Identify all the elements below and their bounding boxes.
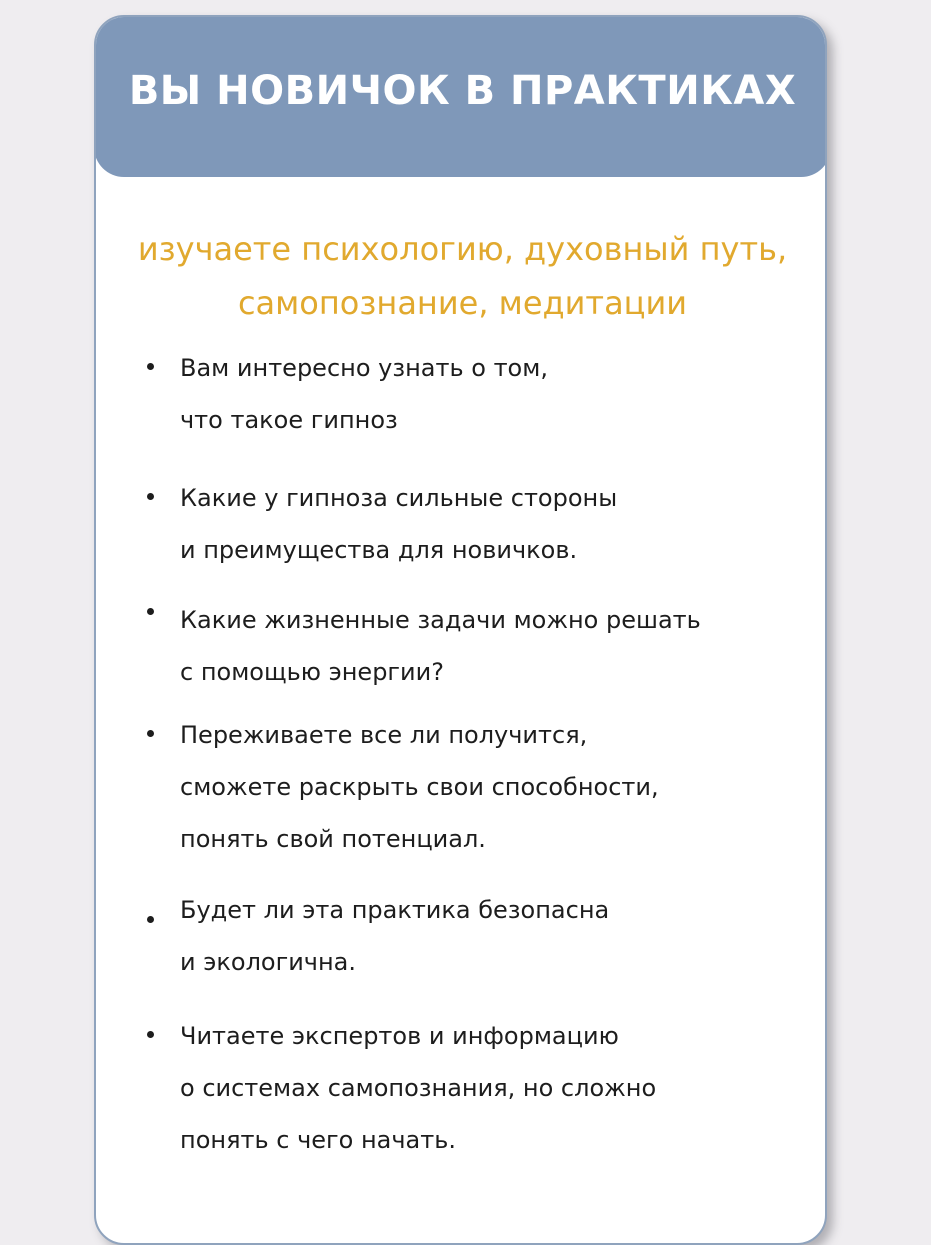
list-item-line: о системах самопознания, но сложно bbox=[180, 1074, 657, 1102]
list-item-line: Читаете экспертов и информацию bbox=[180, 1022, 619, 1050]
bullet-list bbox=[96, 17, 827, 1243]
bullet-icon bbox=[147, 608, 154, 615]
bullet-icon bbox=[147, 916, 154, 923]
card-title: ВЫ НОВИЧОК В ПРАКТИКАХ bbox=[128, 68, 797, 114]
list-item-line: что такое гипноз bbox=[180, 406, 398, 434]
list-item-line: понять свой потенциал. bbox=[180, 825, 486, 853]
list-item-line: и преимущества для новичков. bbox=[180, 536, 578, 564]
bullet-icon bbox=[147, 363, 154, 370]
list-item-line: и экологична. bbox=[180, 948, 357, 976]
bullet-icon bbox=[147, 730, 154, 737]
info-card bbox=[94, 15, 827, 1245]
subtitle-line: изучаете психологию, духовный путь, bbox=[137, 230, 788, 268]
list-item-line: Какие у гипноза сильные стороны bbox=[180, 484, 618, 512]
list-item bbox=[180, 709, 800, 865]
list-item-line: сможете раскрыть свои способности, bbox=[180, 773, 659, 801]
list-item-line: понять с чего начать. bbox=[180, 1126, 456, 1154]
list-item-line: Какие жизненные задачи можно решать bbox=[180, 606, 701, 634]
bullet-icon bbox=[147, 1031, 154, 1038]
subtitle-line: самопознание, медитации bbox=[237, 284, 688, 322]
list-item bbox=[180, 884, 800, 988]
bullet-icon bbox=[147, 493, 154, 500]
list-item bbox=[180, 342, 800, 446]
list-item-line: Переживаете все ли получится, bbox=[180, 721, 588, 749]
list-item-line: с помощью энергии? bbox=[180, 658, 444, 686]
list-item-line: Вам интересно узнать о том, bbox=[180, 354, 548, 382]
list-item-line: Будет ли эта практика безопасна bbox=[180, 896, 610, 924]
list-item bbox=[180, 472, 800, 576]
list-item bbox=[180, 594, 800, 698]
list-item bbox=[180, 1010, 800, 1166]
